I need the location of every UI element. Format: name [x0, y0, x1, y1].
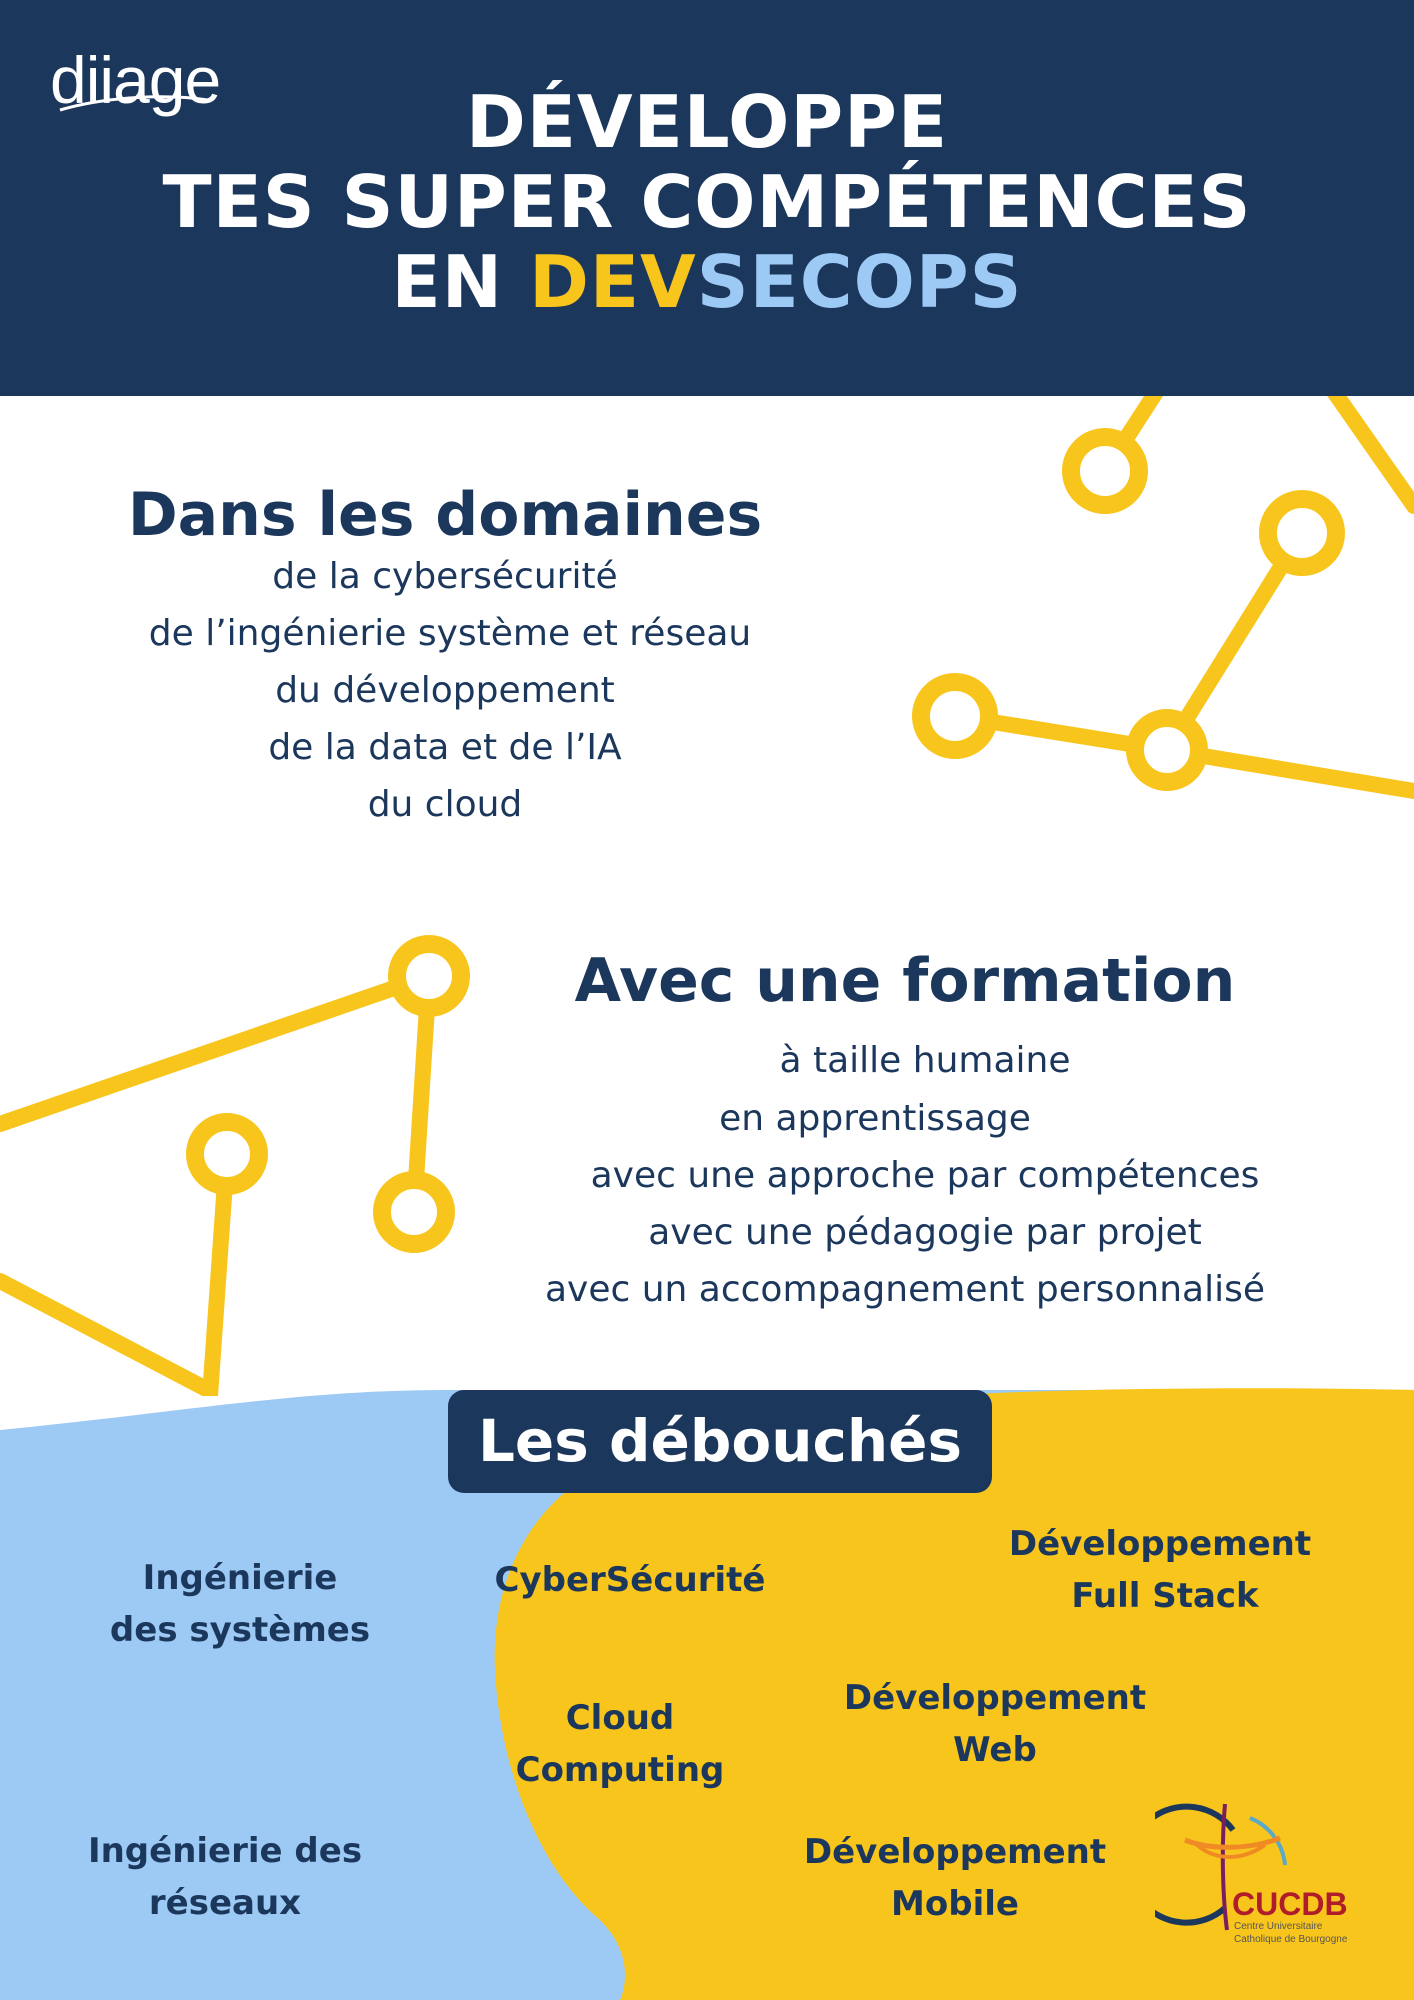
job-line: Cloud	[565, 1698, 675, 1738]
cucdb-name: CUCDB	[1232, 1886, 1348, 1922]
job-line: réseaux	[148, 1883, 302, 1923]
job-line: Développement	[803, 1832, 1107, 1872]
job-cybersecurite	[480, 1554, 780, 1606]
job-cloud-computing	[480, 1692, 760, 1796]
job-line: des systèmes	[109, 1610, 371, 1650]
job-line: Full Stack	[1071, 1576, 1259, 1616]
domain-item-cyber: de la cybersécurité	[272, 556, 618, 597]
job-line: Web	[953, 1730, 1037, 1770]
domain-item-cloud: du cloud	[367, 784, 523, 825]
formation-item-apprentissage: en apprentissage	[719, 1098, 1031, 1139]
formation-item-accompagnement: avec un accompagnement personnalisé	[544, 1269, 1266, 1310]
job-line: Ingénierie	[142, 1558, 338, 1598]
cucdb-subtitle-2: Catholique de Bourgogne	[1234, 1934, 1348, 1945]
headline-line1: DÉVELOPPE	[465, 80, 949, 164]
domains-heading: Dans les domaines	[127, 480, 763, 550]
job-ingenierie-reseaux	[70, 1825, 380, 1929]
cucdb-subtitle-1: Centre Universitaire	[1234, 1921, 1323, 1932]
job-line: Développement	[843, 1678, 1147, 1718]
domain-item-data-ia: de la data et de l’IA	[268, 727, 622, 768]
domain-item-developpement: du développement	[275, 670, 615, 711]
headline-dev: DEV	[529, 240, 697, 324]
job-line: CyberSécurité	[494, 1560, 766, 1600]
formation-item-competences: avec une approche par compétences	[590, 1155, 1260, 1196]
job-line: Computing	[515, 1750, 725, 1790]
job-ingenierie-systemes	[80, 1552, 400, 1656]
job-line: Mobile	[891, 1884, 1019, 1924]
job-line: Développement	[1008, 1524, 1312, 1564]
debouches-heading: Les débouchés	[448, 1390, 992, 1493]
formation-item-projet: avec une pédagogie par projet	[648, 1212, 1202, 1253]
headline-line2: TES SUPER COMPÉTENCES	[162, 160, 1252, 244]
headline-line3	[0, 240, 1414, 324]
formation-item-taille: à taille humaine	[779, 1040, 1071, 1081]
formation-heading: Avec une formation	[574, 946, 1236, 1016]
job-dev-mobile	[790, 1826, 1120, 1930]
job-line: Ingénierie des	[87, 1831, 363, 1871]
diiage-logo: diiage	[50, 43, 221, 117]
job-dev-fullstack	[990, 1518, 1330, 1622]
headline-en: EN	[391, 240, 530, 324]
domain-item-ingenierie: de l’ingénierie système et réseau	[148, 613, 752, 654]
job-dev-web	[820, 1672, 1170, 1776]
headline-secops: SECOPS	[696, 240, 1023, 324]
